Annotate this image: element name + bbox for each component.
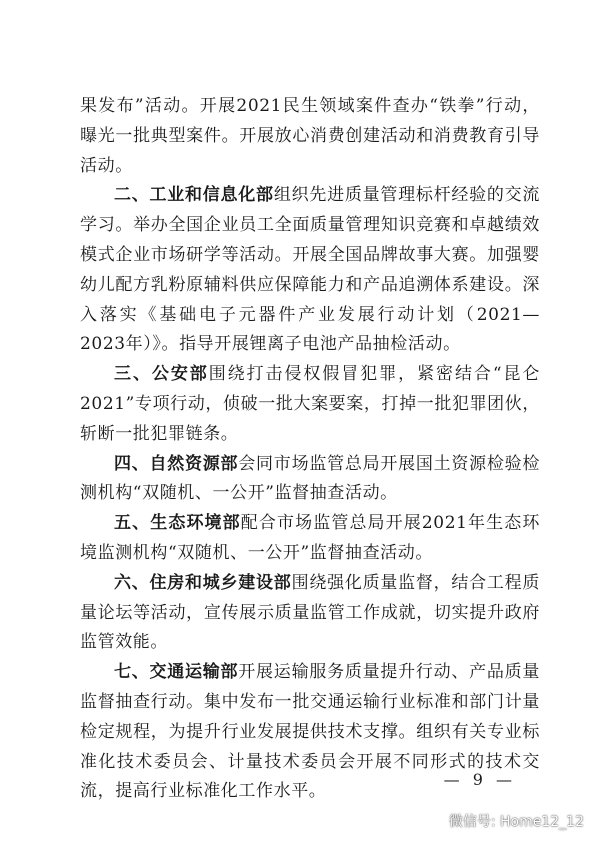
paragraph-5: [80, 509, 540, 569]
paragraph-6: [80, 569, 540, 658]
paragraph-4-text: 会同市场监管总局开展国土资源检验检测机构“双随机、一公开”监督抽查活动。: [80, 453, 540, 504]
document-body: [80, 92, 540, 807]
paragraph-2-text: 组织先进质量管理标杆经验的交流学习。举办全国企业员工全面质量管理知识竞赛和卓越绩效模式企业市场研学等活动。开展全国品牌故事大赛。加强婴幼儿配方乳粉原辅料供应保障能力和产品追溯体系建设。深入落实《基础电子元器件产业发展行动计划（2021—2023年）》。指导开展锂离子电池产品抽检活动。: [80, 185, 540, 355]
paragraph-2: [80, 181, 540, 360]
watermark-text: 微信号: Home12_12: [448, 814, 584, 830]
paragraph-7-text: 开展运输服务质量提升行动、产品质量监督抽查行动。集中发布一批交通运输行业标准和部门计量检定规程，为提升行业发展提供技术支撑。组织有关专业标准化技术委员会、计量技术委员会开展不同形式的技术交流，提高行业标准化工作水平。: [80, 662, 540, 802]
paragraph-4: [80, 450, 540, 510]
paragraph-3-lead: 三、公安部: [114, 364, 209, 385]
paragraph-7-lead: 七、交通运输部: [114, 662, 239, 683]
paragraph-5-lead: 五、生态环境部: [114, 513, 241, 534]
wechat-icon: [421, 812, 443, 830]
paragraph-1-text: 果发布”活动。开展2021民生领域案件查办“铁拳”行动，曝光一批典型案件。开展放心消费创建活动和消费教育引导活动。: [80, 96, 540, 176]
paragraph-5-text: 配合市场监管总局开展2021年生态环境监测机构“双随机、一公开”监督抽查活动。: [80, 513, 540, 563]
paragraph-3: [80, 360, 540, 449]
paragraph-1: [80, 92, 540, 181]
paragraph-6-lead: 六、住房和城乡建设部: [114, 572, 292, 593]
paragraph-2-lead: 二、工业和信息化部: [114, 185, 274, 206]
paragraph-3-text: 围绕打击侵权假冒犯罪，紧密结合“昆仑2021”专项行动，侦破一批大案要案，打掉一批犯罪团伙，斩断一批犯罪链条。: [80, 364, 541, 444]
wechat-watermark: [421, 811, 584, 831]
page-number: — 9 —: [443, 770, 516, 789]
paragraph-6-text: 围绕强化质量监督，结合工程质量论坛等活动，宣传展示质量监管工作成就，切实提升政府监管效能。: [80, 572, 540, 653]
paragraph-4-lead: 四、自然资源部: [114, 453, 239, 474]
